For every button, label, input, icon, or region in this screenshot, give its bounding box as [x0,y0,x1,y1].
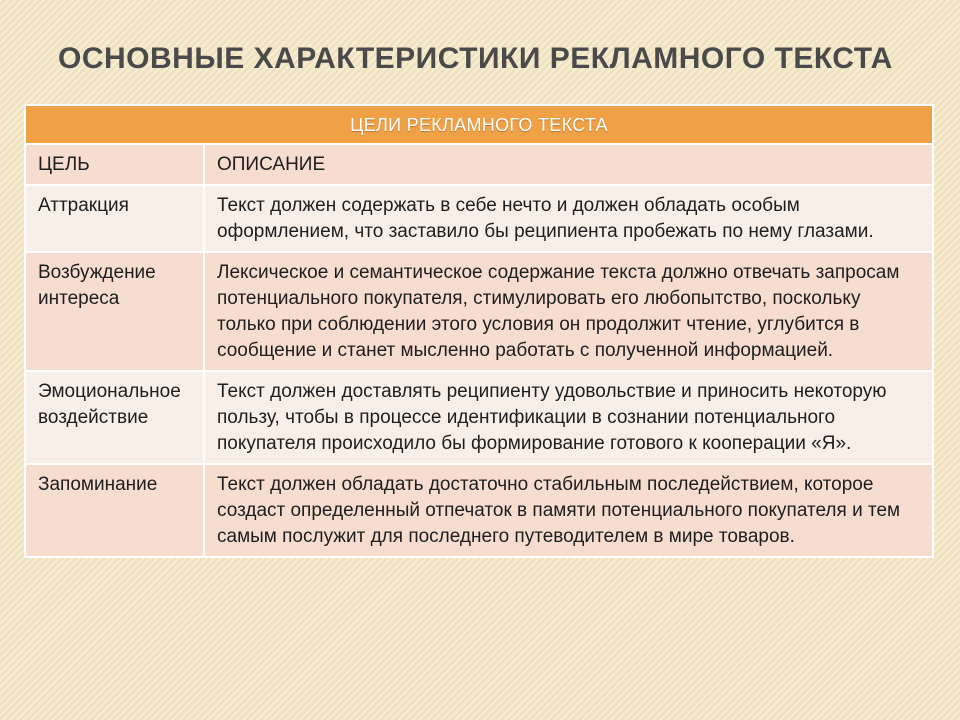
goal-cell: Запоминание [25,464,204,557]
slide-title: ОСНОВНЫЕ ХАРАКТЕРИСТИКИ РЕКЛАМНОГО ТЕКСТА [58,42,893,75]
description-cell: Лексическое и семантическое содержание текста должно отвечать запросам потенциального покупателя, стимулировать его любопытство, поскольку только при соблюдении этого условия он продолжит чтение, углубится в сообщение и станет мысленно работать с полученной информацией. [204,252,933,371]
goal-cell: Эмоциональное воздействие [25,371,204,464]
advertising-goals-table [24,104,934,558]
description-cell: Текст должен содержать в себе нечто и должен обладать особым оформлением, что заставило бы реципиента пробежать по нему глазами. [204,185,933,252]
goal-cell: Возбуждение интереса [25,252,204,371]
table-row [25,185,933,252]
description-cell: Текст должен доставлять реципиенту удовольствие и приносить некоторую пользу, чтобы в процессе идентификации в сознании потенциального покупателя происходило бы формирование готового к кооперации «Я». [204,371,933,464]
table-header-row [25,144,933,185]
description-cell: Текст должен обладать достаточно стабильным последействием, которое создаст определенный отпечаток в памяти потенциального покупателя и тем самым послужит для последнего путеводителем в мире товаров. [204,464,933,557]
table-row [25,252,933,371]
table-caption: ЦЕЛИ РЕКЛАМНОГО ТЕКСТА [25,105,933,144]
goal-cell: Аттракция [25,185,204,252]
column-header-description: ОПИСАНИЕ [204,144,933,185]
table-row [25,464,933,557]
table-row [25,371,933,464]
column-header-goal: ЦЕЛЬ [25,144,204,185]
